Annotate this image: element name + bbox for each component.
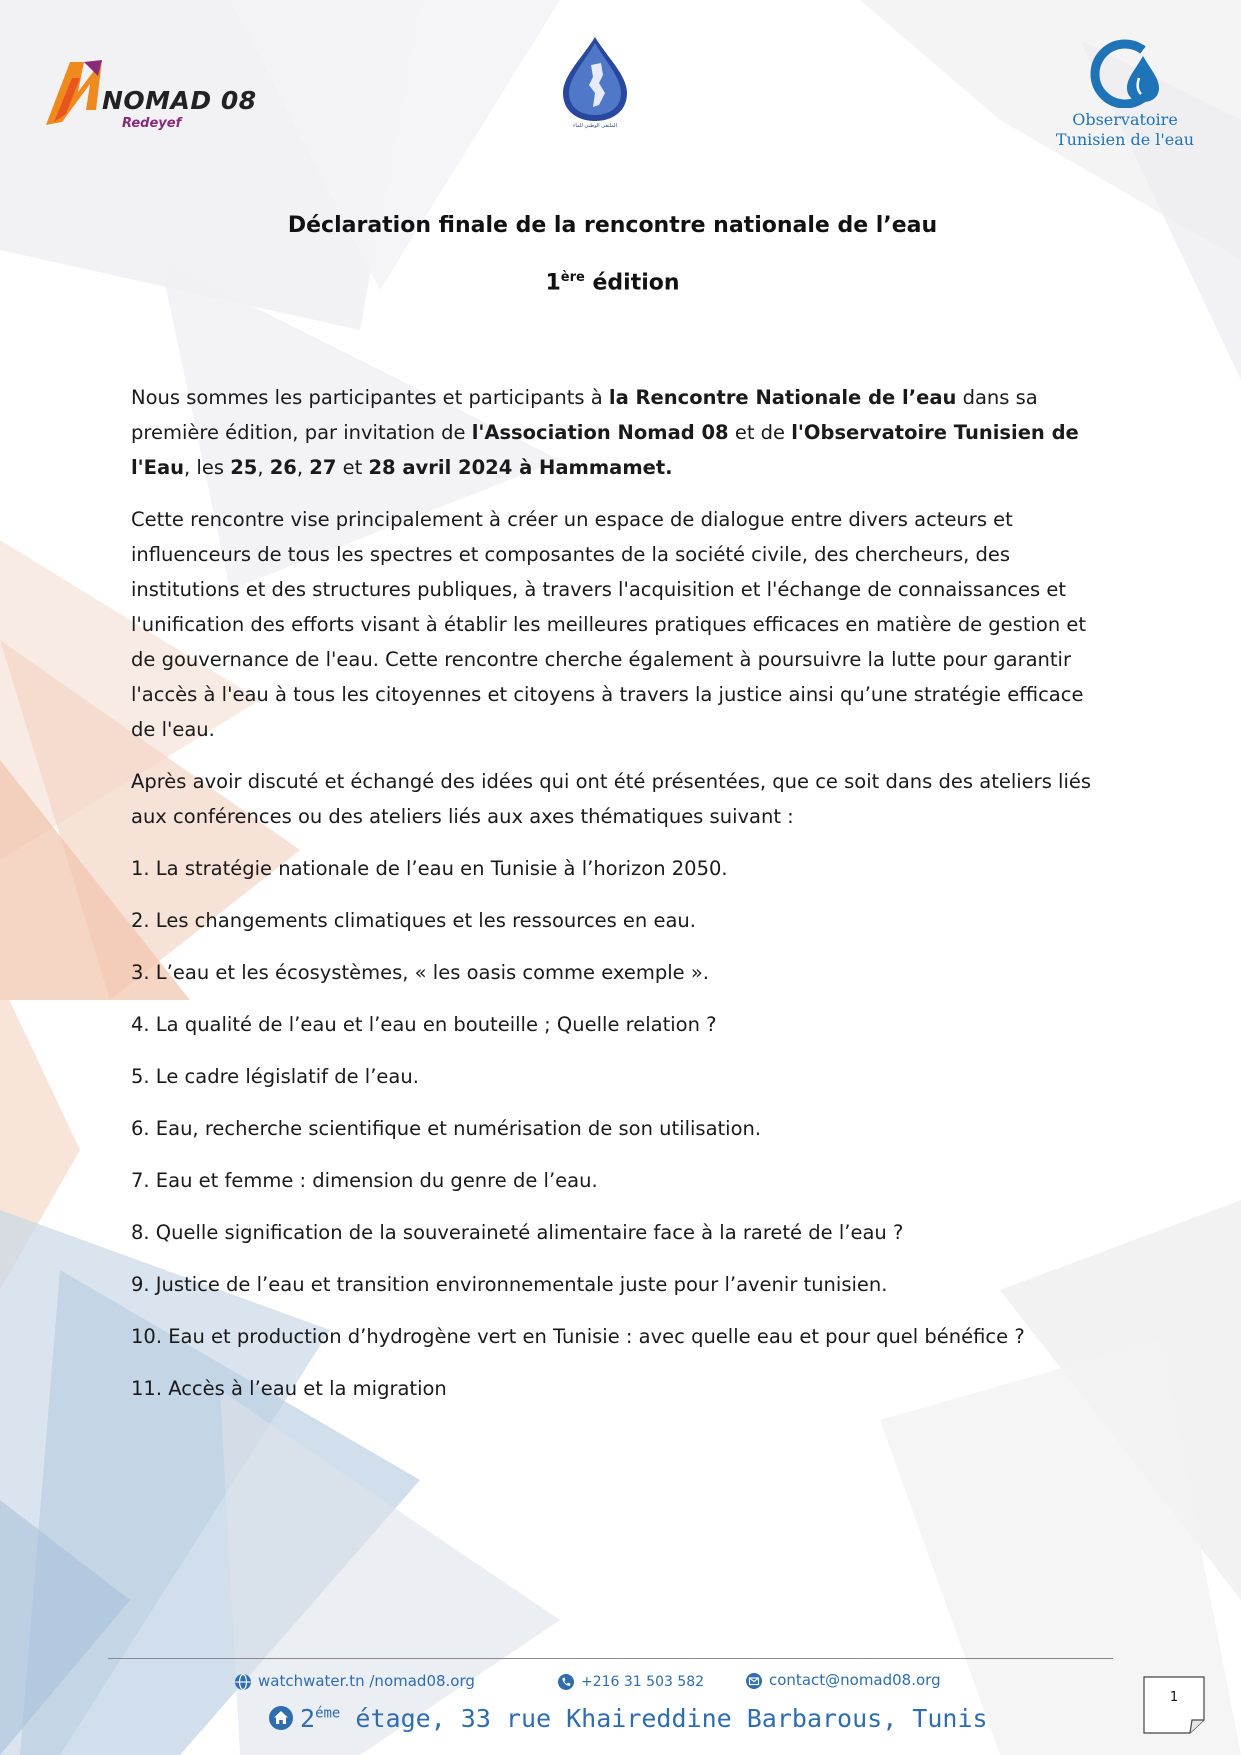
water-drop-icon	[555, 35, 635, 123]
intro-text: , les	[184, 456, 231, 479]
nomad08-logo	[40, 50, 257, 140]
footer-phone[interactable]	[557, 1673, 704, 1691]
thematic-axes-list	[131, 851, 1101, 1406]
intro-bold-observatoire: l'Observatoire Tunisien de l'Eau	[131, 421, 1079, 479]
intro-bold-event: la Rencontre Nationale de l’eau	[608, 386, 957, 409]
observatoire-logo-line2: Tunisien de l'eau	[1055, 130, 1195, 149]
footer-address	[268, 1704, 988, 1733]
theme-item: 9. Justice de l’eau et transition environnementale juste pour l’avenir tunisien.	[131, 1273, 888, 1296]
theme-item: 8. Quelle signification de la souveraineté alimentaire face à la rareté de l’eau ?	[131, 1221, 904, 1244]
footer-divider	[108, 1658, 1113, 1659]
footer-email-text[interactable]: contact@nomad08.org	[769, 1671, 941, 1689]
nomad08-logo-subtext: Redeyef	[122, 116, 182, 131]
observatoire-logo-line1: Observatoire	[1072, 110, 1178, 129]
edition-subtitle	[0, 270, 1225, 295]
intro-bold-date: 27	[309, 456, 337, 479]
footer-email[interactable]	[745, 1671, 941, 1690]
edition-word: édition	[592, 270, 680, 296]
document-title: Déclaration finale de la rencontre nationale de l’eau	[287, 213, 938, 238]
observatoire-drop-icon	[1055, 38, 1195, 108]
theme-item: 1. La stratégie nationale de l’eau en Tunisie à l’horizon 2050.	[131, 857, 728, 880]
intro-bold-date: 25	[230, 456, 258, 479]
page-number-box	[1143, 1676, 1205, 1734]
edition-superscript: ère	[560, 270, 585, 285]
intro-paragraph-2: Cette rencontre vise principalement à créer un espace de dialogue entre divers acteurs et influenceurs de tous les spectres et composantes de la société civile, des chercheurs, des institutions et des structures publiques, à travers l'acquisition et l'échange de connaissances et l'unification des efforts visant à établir les meilleures pratiques efficaces en matière de gestion et de gouvernance de l'eau. Cette rencontre cherche également à poursuivre la lutte pour garantir l'accès à l'eau à tous les citoyennes et citoyens à travers la justice ainsi qu’une stratégie efficace de l'eau.	[131, 508, 1087, 741]
phone-icon	[557, 1673, 575, 1691]
nomad08-logo-text: NOMAD 08	[102, 86, 257, 115]
intro-text: et	[336, 456, 369, 479]
intro-bold-nomad: l'Association Nomad 08	[471, 421, 729, 444]
rencontre-nationale-logo	[555, 35, 635, 140]
address-floor-number: 2	[300, 1704, 316, 1733]
theme-item: 5. Le cadre législatif de l’eau.	[131, 1065, 419, 1088]
theme-item: 4. La qualité de l’eau et l’eau en bouteille ; Quelle relation ?	[131, 1013, 717, 1036]
footer-phone-text[interactable]: +216 31 503 582	[581, 1674, 705, 1690]
intro-bold-date: 26	[269, 456, 297, 479]
email-icon	[745, 1672, 763, 1690]
intro-text: ,	[257, 456, 270, 479]
edition-number: 1	[545, 270, 561, 296]
page-number: 1	[1169, 1690, 1179, 1705]
page-curl-icon	[1143, 1676, 1205, 1734]
rencontre-nationale-caption: الملتقى الوطني للماء	[573, 123, 617, 129]
observatoire-tunisien-logo	[1055, 38, 1195, 153]
address-floor-superscript: éme	[315, 1705, 341, 1722]
intro-text: et de	[728, 421, 792, 444]
theme-item: 6. Eau, recherche scientifique et numérisation de son utilisation.	[131, 1117, 762, 1140]
intro-bold-date-place: 28 avril 2024 à Hammamet.	[368, 456, 673, 479]
declaration-body	[131, 380, 1101, 1423]
theme-item: 10. Eau et production d’hydrogène vert en Tunisie : avec quelle eau et pour quel bénéfice ?	[131, 1325, 1025, 1348]
intro-text: ,	[296, 456, 310, 479]
footer-website-text[interactable]: watchwater.tn /nomad08.org	[258, 1672, 475, 1690]
intro-text: Nous sommes les participantes et participants à	[131, 386, 609, 409]
footer-website[interactable]	[234, 1672, 475, 1691]
intro-text: dans sa première édition, par invitation de	[131, 386, 1038, 444]
theme-item: 11. Accès à l’eau et la migration	[131, 1377, 447, 1400]
home-icon	[268, 1705, 294, 1731]
intro-paragraph-1	[131, 380, 1101, 485]
theme-item: 3. L’eau et les écosystèmes, « les oasis comme exemple ».	[131, 961, 709, 984]
theme-item: 2. Les changements climatiques et les ressources en eau.	[131, 909, 696, 932]
globe-icon	[234, 1673, 252, 1691]
address-street: étage, 33 rue Khaireddine Barbarous, Tunis	[340, 1704, 988, 1733]
intro-paragraph-3: Après avoir discuté et échangé des idées qui ont été présentées, que ce soit dans des ateliers liés aux conférences ou des ateliers liés aux axes thématiques suivant :	[131, 770, 1092, 828]
theme-item: 7. Eau et femme : dimension du genre de l’eau.	[131, 1169, 598, 1192]
